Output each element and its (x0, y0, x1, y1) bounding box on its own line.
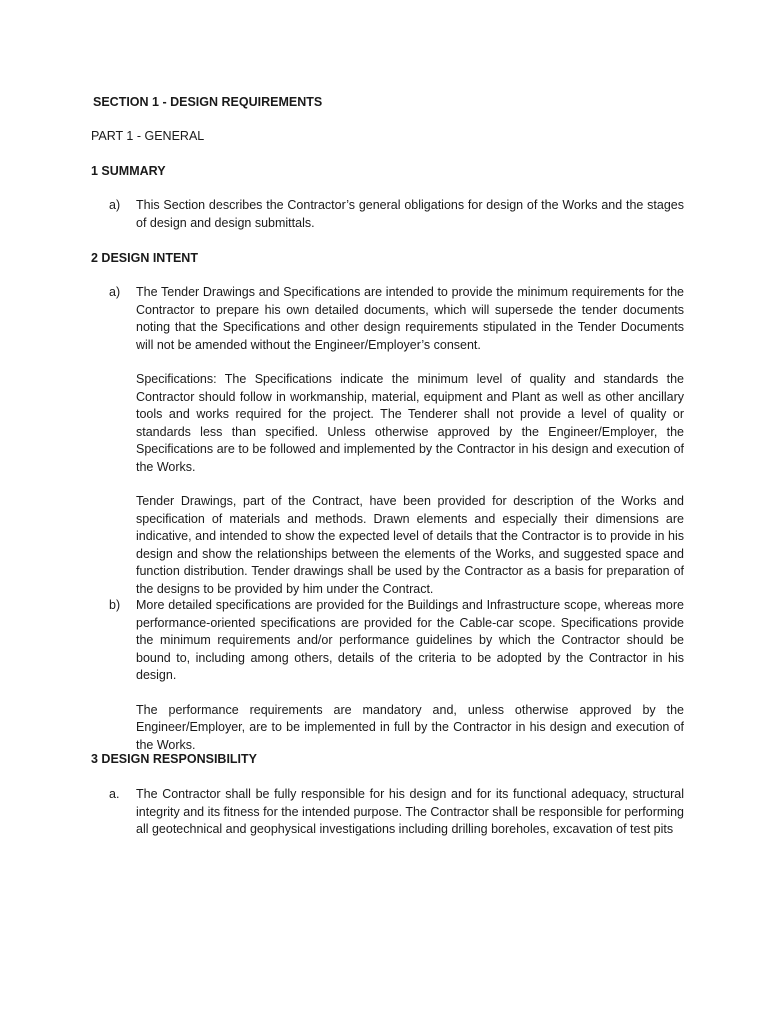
heading-design-responsibility: 3 DESIGN RESPONSIBILITY (91, 752, 258, 766)
paragraph: The performance requirements are mandatory and, unless otherwise approved by the Engineer/Employer, are to be implemented in full by the Contractor in his design and execution of the Works. (136, 702, 684, 752)
paragraph: Specifications: The Specifications indicate the minimum level of quality and standards the Contractor should follow in workmanship, material, equipment and Plant as well as other ancillary tools and works required for the project. The Tenderer shall not provide a level of quality or standards less than specified. Unless otherwise approved by the Engineer/Employer, the Specifications are to be followed and implemented by the Contractor in his design and execution of the Works. (136, 372, 684, 474)
paragraph: The Contractor shall be fully responsible for his design and for its functional adequacy, structural integrity and its fitness for the intended purpose. The Contractor shall be responsible for performing all geotechnical and geophysical investigations including drilling boreholes, excavation of test pits (136, 787, 684, 836)
list-marker: b) (109, 598, 121, 612)
paragraph: The Tender Drawings and Specifications are intended to provide the minimum requirements for the Contractor to prepare his own detailed documents, which will supersede the tender documents noting that the Specifications and other design requirements stipulated in the Tender Documents will not be amended without the Engineer/Employer’s consent. (136, 285, 684, 352)
section-title: SECTION 1 - DESIGN REQUIREMENTS (93, 95, 323, 109)
design-intent-item-b (109, 597, 684, 754)
list-marker: a. (109, 787, 120, 801)
design-responsibility-item-a (109, 786, 684, 839)
paragraph: This Section describes the Contractor’s general obligations for design of the Works and the stages of design and design submittals. (136, 198, 684, 230)
heading-summary: 1 SUMMARY (91, 164, 166, 178)
heading-design-intent: 2 DESIGN INTENT (91, 251, 198, 265)
summary-item-a (109, 197, 684, 232)
list-marker: a) (109, 285, 121, 299)
design-intent-item-a (109, 284, 684, 598)
list-marker: a) (109, 198, 121, 212)
part-title: PART 1 - GENERAL (91, 129, 205, 143)
paragraph: More detailed specifications are provided for the Buildings and Infrastructure scope, whereas more performance-oriented specifications are provided for the Cable-car scope. Specifications provide the minimum requirements and/or performance guidelines by which the Contractor should be bound to, including among others, details of the criteria to be adopted by the Contractor in his design. (136, 598, 684, 682)
paragraph: Tender Drawings, part of the Contract, have been provided for description of the Works and specification of materials and methods. Drawn elements and especially their dimensions are indicative, and intended to show the expected level of details that the Contractor is to provide in his design and show the relationships between the elements of the Works, and suggested space and function distribution. Tender drawings shall be used by the Contractor as a basis for preparation of the designs to be provided by him under the Contract. (136, 494, 684, 596)
